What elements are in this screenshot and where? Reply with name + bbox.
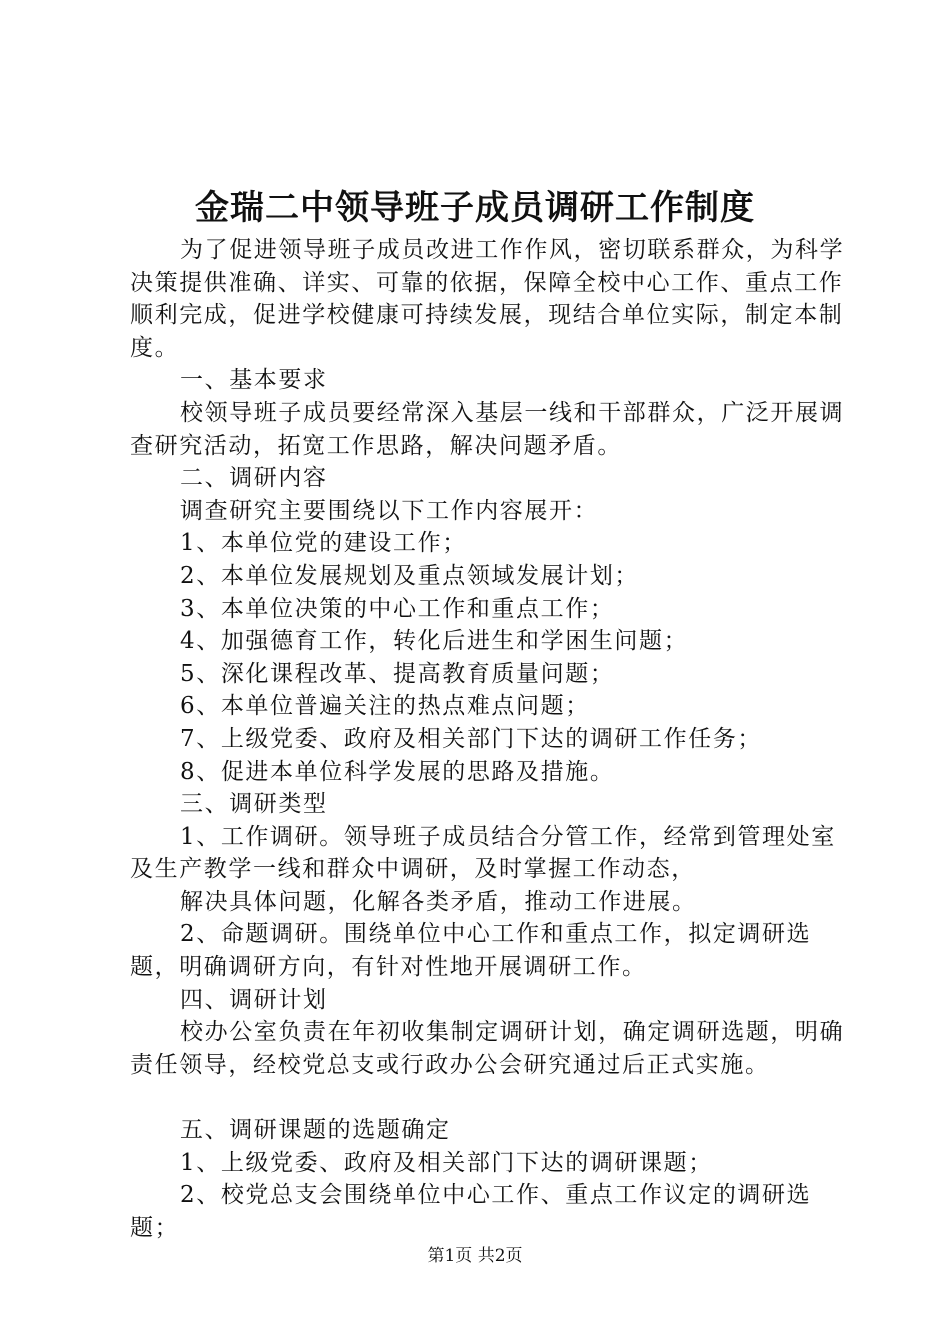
paragraph-work-research: 1、工作调研。领导班子成员结合分管工作，经常到管理处室及生产教学一线和群众中调研，及时掌握工作动态，: [130, 823, 836, 883]
list-item: 6、本单位普遍关注的热点难点问题；: [180, 693, 590, 720]
section-heading-3: 三、调研类型: [180, 791, 328, 818]
document-body: [130, 234, 860, 1244]
list-item: 8、促进本单位科学发展的思路及措施。: [180, 758, 615, 785]
paragraph-work-research-cont: 解决具体问题，化解各类矛盾，推动工作进展。: [180, 888, 697, 915]
list-item: 7、上级党委、政府及相关部门下达的调研工作任务；: [180, 725, 763, 752]
paragraph-content-intro: 调查研究主要围绕以下工作内容展开：: [180, 497, 599, 524]
paragraph-topic-research: 2、命题调研。围绕单位中心工作和重点工作，拟定调研选题，明确调研方向，有针对性地开展调研工作。: [130, 921, 812, 981]
list-item: 2、本单位发展规划及重点领域发展计划；: [180, 562, 640, 589]
section-heading-2: 二、调研内容: [180, 465, 328, 492]
section-heading-1: 一、基本要求: [180, 367, 328, 394]
intro-paragraph: 为了促进领导班子成员改进工作作风，密切联系群众，为科学决策提供准确、详实、可靠的依据，保障全校中心工作、重点工作顺利完成，促进学校健康可持续发展，现结合单位实际，制定本制度。: [130, 237, 845, 361]
list-item: 2、校党总支会围绕单位中心工作、重点工作议定的调研选题；: [130, 1182, 812, 1241]
list-item: 4、加强德育工作，转化后进生和学困生问题；: [180, 628, 689, 655]
list-item: 1、本单位党的建设工作；: [180, 530, 467, 557]
document-title: 金瑞二中领导班子成员调研工作制度: [195, 188, 755, 228]
section-heading-5: 五、调研课题的选题确定: [180, 1117, 451, 1144]
paragraph-research-plan: 校办公室负责在年初收集制定调研计划，确定调研选题，明确责任领导，经校党总支或行政办公会研究通过后正式实施。: [130, 1019, 845, 1078]
list-item: 1、上级党委、政府及相关部门下达的调研课题；: [180, 1149, 713, 1176]
paragraph-basic-requirements: 校领导班子成员要经常深入基层一线和干部群众，广泛开展调查研究活动，拓宽工作思路，解决问题矛盾。: [130, 399, 845, 459]
list-item: 5、深化课程改革、提高教育质量问题；: [180, 660, 615, 687]
section-heading-4: 四、调研计划: [180, 986, 328, 1013]
blank-line: [130, 1081, 860, 1114]
list-item: 3、本单位决策的中心工作和重点工作；: [180, 595, 615, 622]
page-footer: 第1页 共2页: [427, 1246, 523, 1266]
